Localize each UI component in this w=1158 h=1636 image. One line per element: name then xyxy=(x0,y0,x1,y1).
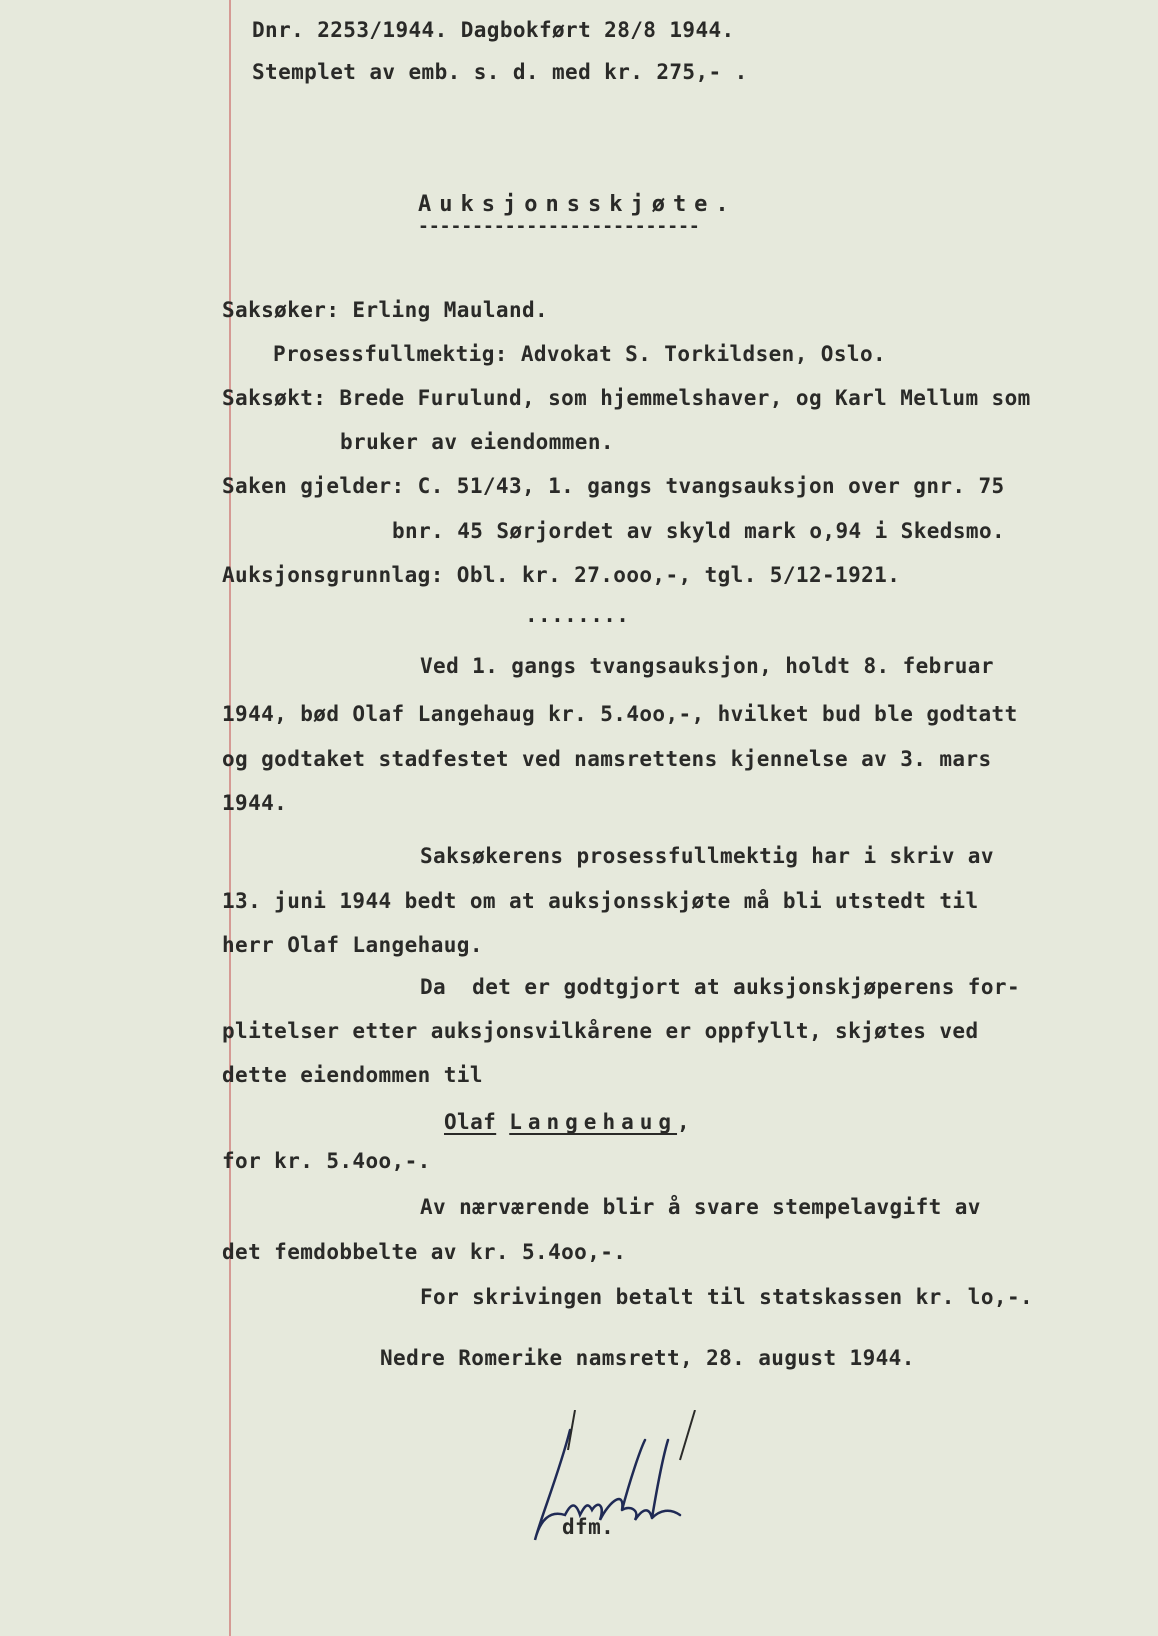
paragraph-4-line-1: Av nærværende blir å svare stempelavgift av xyxy=(420,1195,981,1219)
title-rule: -------------------------- xyxy=(418,216,700,237)
paragraph-2-line-2: 13. juni 1944 bedt om at auksjonsskjøte må bli utstedt til xyxy=(222,889,979,913)
price-line: for kr. 5.4oo,-. xyxy=(222,1149,431,1173)
defendant-line-1: Saksøkt: Brede Furulund, som hjemmelshaver, og Karl Mellum som xyxy=(222,386,1031,410)
header-line-2: Stemplet av emb. s. d. med kr. 275,- . xyxy=(252,60,748,84)
paragraph-1-line-3: og godtaket stadfestet ved namsrettens kjennelse av 3. mars xyxy=(222,747,992,771)
defendant-line-2: bruker av eiendommen. xyxy=(340,430,614,454)
paragraph-5: For skrivingen betalt til statskassen kr. lo,-. xyxy=(420,1285,1034,1309)
attorney-line: Prosessfullmektig: Advokat S. Torkildsen, Oslo. xyxy=(273,342,887,366)
case-line-1: Saken gjelder: C. 51/43, 1. gangs tvangsauksjon over gnr. 75 xyxy=(222,474,1005,498)
header-line-1: Dnr. 2253/1944. Dagbokført 28/8 1944. xyxy=(252,18,735,42)
paragraph-1-line-4: 1944. xyxy=(222,791,288,815)
paragraph-4-line-2: det femdobbelte av kr. 5.4oo,-. xyxy=(222,1240,627,1264)
dotted-separator: ........ xyxy=(525,603,630,627)
buyer-first-name: Olaf xyxy=(444,1110,497,1134)
paragraph-3-line-1: Da det er godtgjort at auksjonskjøperens for- xyxy=(420,975,1020,999)
place-date-line: Nedre Romerike namsrett, 28. august 1944. xyxy=(380,1346,915,1370)
paragraph-3-line-2: plitelser etter auksjonsvilkårene er oppfyllt, skjøtes ved xyxy=(222,1019,979,1043)
buyer-name xyxy=(444,1109,690,1135)
margin-line xyxy=(229,0,231,1636)
auction-basis-line: Auksjonsgrunnlag: Obl. kr. 27.ooo,-, tgl. 5/12-1921. xyxy=(222,563,901,587)
signature-icon xyxy=(530,1410,730,1590)
paragraph-3-line-3: dette eiendommen til xyxy=(222,1063,483,1087)
paragraph-2-line-3: herr Olaf Langehaug. xyxy=(222,933,483,957)
paragraph-2-line-1: Saksøkerens prosessfullmektig har i skriv av xyxy=(420,844,994,868)
buyer-comma: , xyxy=(677,1110,691,1134)
paragraph-1-line-1: Ved 1. gangs tvangsauksjon, holdt 8. februar xyxy=(420,654,994,678)
buyer-last-name: Langehaug xyxy=(509,1110,678,1134)
signatory-title: dfm. xyxy=(562,1515,615,1539)
plaintiff-line: Saksøker: Erling Mauland. xyxy=(222,298,549,322)
paragraph-1-line-2: 1944, bød Olaf Langehaug kr. 5.4oo,-, hvilket bud ble godtatt xyxy=(222,702,1018,726)
document-title: Auksjonsskjøte. xyxy=(418,192,737,217)
case-line-2: bnr. 45 Sørjordet av skyld mark o,94 i Skedsmo. xyxy=(392,519,1006,543)
